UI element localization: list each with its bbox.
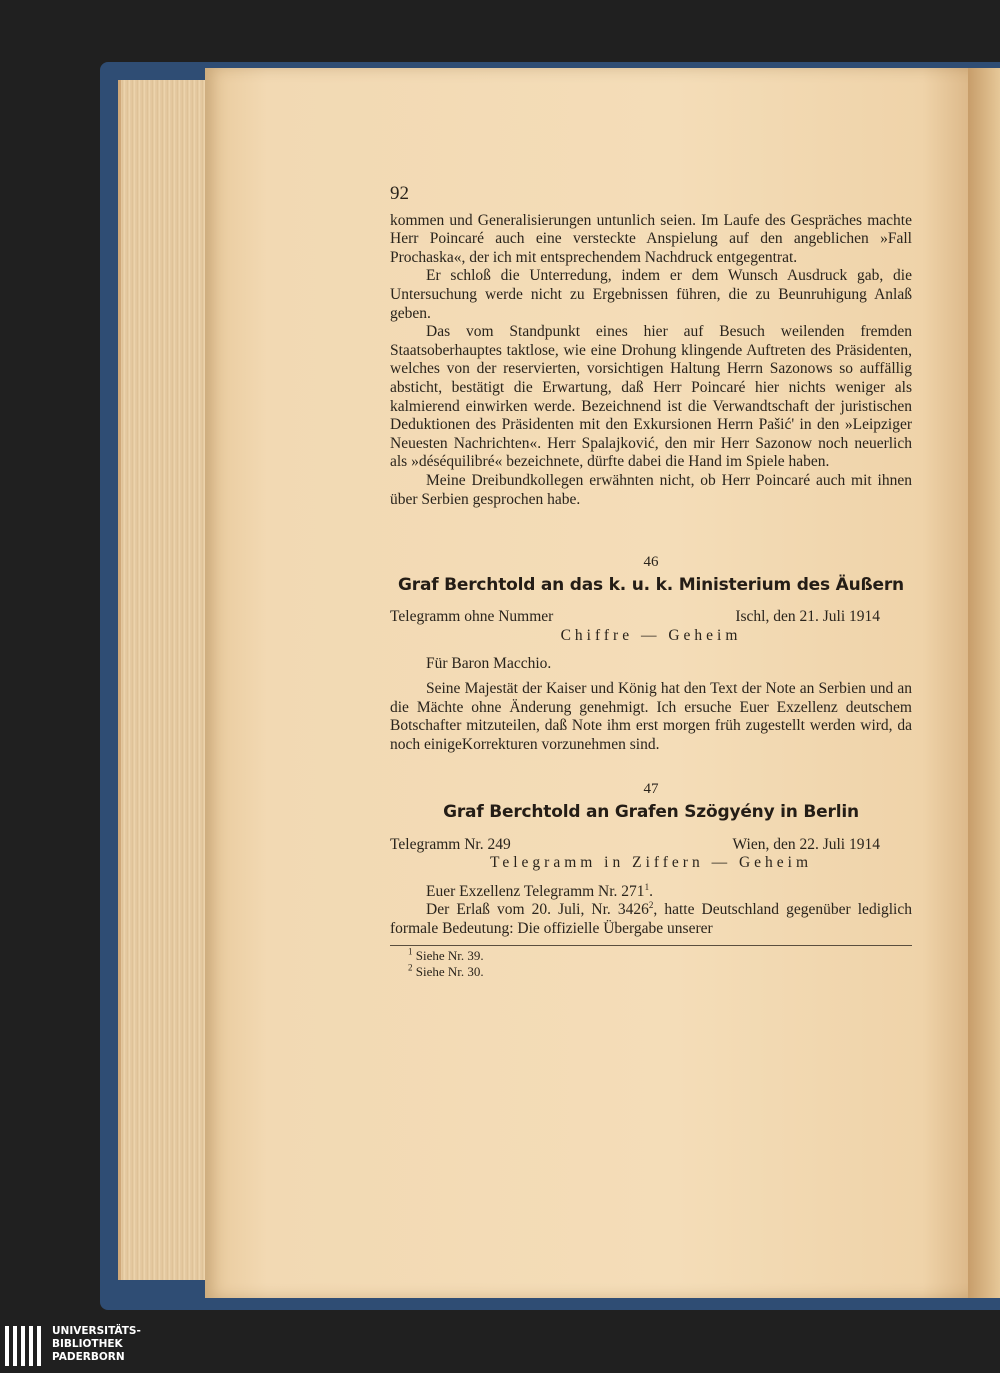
place-date: Ischl, den 21. Juli 1914 bbox=[735, 608, 880, 626]
cipher-note: Telegramm in Ziffern — Geheim bbox=[489, 854, 813, 872]
paragraph-text: , hatte Deutschland gegenüber lediglich formale Bedeutung: Die offizielle Übergabe unserer bbox=[390, 901, 912, 937]
telegram-type: Telegramm Nr. 249 bbox=[390, 835, 511, 853]
logo-line: BIBLIOTHEK bbox=[52, 1338, 123, 1350]
footnote-ref: 1 bbox=[644, 881, 650, 892]
library-logo-text bbox=[52, 1325, 141, 1364]
cipher-note: Chiffre — Geheim bbox=[560, 626, 742, 644]
footnote-ref: 2 bbox=[648, 900, 654, 911]
footnote bbox=[390, 964, 912, 980]
footnote-mark: 2 bbox=[408, 962, 413, 973]
telegram-type: Telegramm ohne Nummer bbox=[390, 608, 554, 626]
paragraph-text: Der Erlaß vom 20. Juli, Nr. 3426 bbox=[426, 901, 649, 919]
logo-line: UNIVERSITÄTS- bbox=[52, 1325, 141, 1337]
paragraph: kommen und Generalisierungen untunlich seien. Im Laufe des Gespräches machte Herr Poincaré auch eine versteckte Anspielung auf den angeblichen »Fall Prochaska«, der ich mit entsprechendem Nachdruck entgegentrat. bbox=[390, 211, 912, 266]
paragraph: Er schloß die Unterredung, indem er dem Wunsch Ausdruck gab, die Untersuchung werde nicht zu Ergebnissen führen, die zu Beunruhigung Anlaß geben. bbox=[390, 267, 912, 322]
paragraph: Das vom Standpunkt eines hier auf Besuch weilenden fremden Staatsoberhauptes taktlose, wie eine Drohung klingende Auftreten des Präsidenten, welches von der reservierten, vorsichtigen Haltung Herrn Sazonows so auffällig absticht, bestätigt die Erwartung, daß Herr Poincaré hier nichts weniger als kalmierend einwirken werde. Bezeichnend ist die Verwandtschaft der juristischen Deduktionen des Präsidenten mit den Exkursionen Herrn Pašić' in den »Leipziger Neuesten Nachrichten«. Herr Spalajković, den mir Herr Sazonow noch neuerlich als »déséquilibré« bezeichnete, dürfte dabei die Hand im Spiele haben. bbox=[390, 323, 912, 471]
paragraph: Meine Dreibundkollegen erwähnten nicht, ob Herr Poincaré auch mit ihnen über Serbien gesprochen habe. bbox=[390, 471, 912, 508]
document-title: Graf Berchtold an Grafen Szögyény in Berlin bbox=[443, 802, 859, 823]
footnote-mark: 1 bbox=[408, 946, 413, 957]
logo-line: PADERBORN bbox=[52, 1351, 125, 1363]
telegram-meta bbox=[390, 608, 912, 627]
paragraph bbox=[390, 901, 912, 938]
footnote bbox=[390, 948, 912, 964]
page-edges bbox=[118, 80, 216, 1280]
document-title: Graf Berchtold an das k. u. k. Ministerium des Äußern bbox=[398, 574, 904, 595]
facing-page-edge bbox=[968, 68, 1000, 1298]
page-number: 92 bbox=[390, 183, 409, 204]
paragraph: Euer Exzellenz Telegramm Nr. $271^1$. bbox=[426, 881, 653, 900]
addressee-line: Für Baron Macchio. bbox=[426, 655, 552, 673]
paragraph-text: Euer Exzellenz Telegramm Nr. 271 bbox=[426, 882, 645, 900]
telegram-meta bbox=[390, 836, 912, 855]
document-number: 47 bbox=[643, 781, 659, 798]
page-content bbox=[390, 185, 912, 980]
footnote-text: Siehe Nr. 30. bbox=[415, 963, 484, 979]
library-logo bbox=[0, 1310, 1000, 1373]
footnotes bbox=[390, 945, 912, 980]
document-number: 46 bbox=[643, 554, 659, 571]
library-logo-icon bbox=[5, 1326, 45, 1366]
place-date: Wien, den 22. Juli 1914 bbox=[732, 835, 880, 853]
paragraph: Seine Majestät der Kaiser und König hat den Text der Note an Serbien und an die Mächte ohne Änderung genehmigt. Ich ersuche Euer Exzellenz deutschem Botschafter mitzuteilen, daß Note ihm erst morgen früh zugestellt werden wird, da noch einigeKorrekturen vorzunehmen sind. bbox=[390, 680, 912, 753]
footnote-text: Siehe Nr. 39. bbox=[415, 947, 484, 963]
